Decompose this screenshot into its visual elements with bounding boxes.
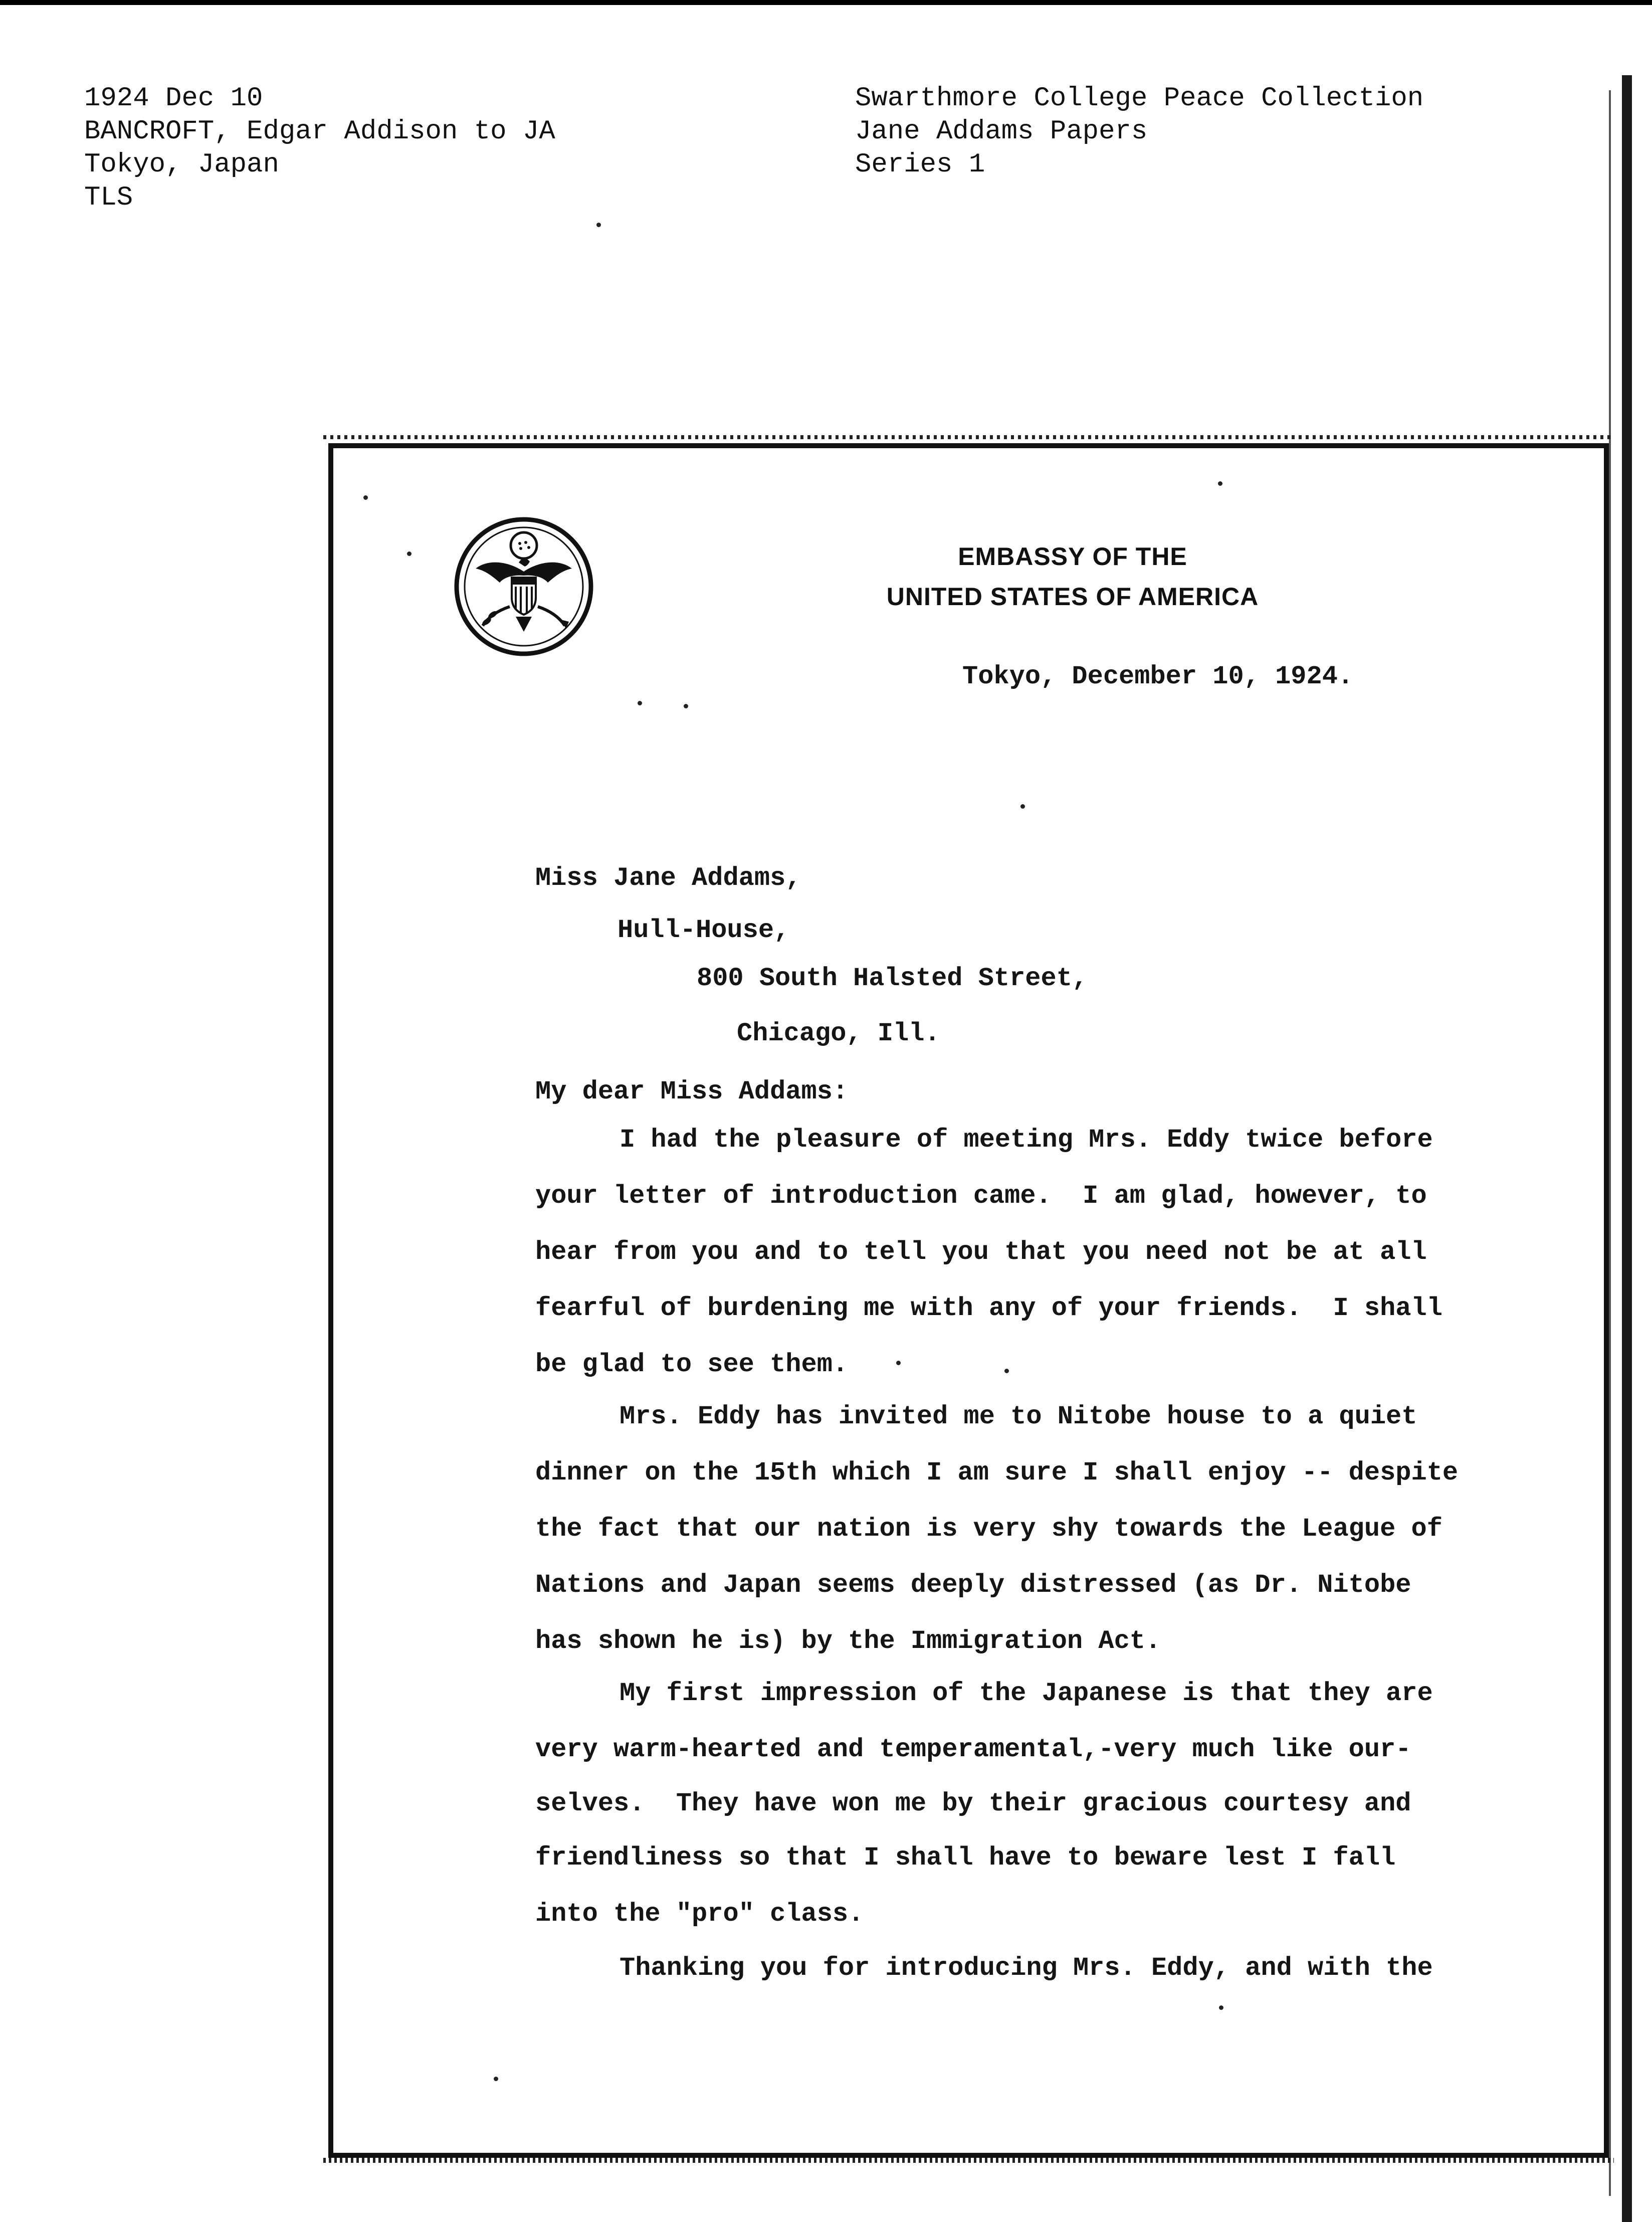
body-line: hear from you and to tell you that you need not be at all <box>535 1237 1427 1267</box>
catalog-place: Tokyo, Japan <box>84 149 279 180</box>
body-line: very warm-hearted and temperamental,-very much like our- <box>535 1735 1411 1764</box>
scan-right-edge <box>1622 75 1632 2222</box>
catalog-correspondents: BANCROFT, Edgar Addison to JA <box>84 116 555 147</box>
scan-speck <box>1219 2005 1223 2010</box>
body-line: the fact that our nation is very shy towards the League of <box>535 1514 1442 1544</box>
letter-date: Tokyo, December 10, 1924. <box>962 662 1354 691</box>
scan-speck <box>1218 481 1222 486</box>
body-line: friendliness so that I shall have to beware lest I fall <box>535 1843 1396 1873</box>
catalog-date: 1924 Dec 10 <box>84 83 263 114</box>
scan-top-edge <box>0 0 1652 5</box>
recipient-institution: Hull-House, <box>617 915 790 945</box>
letter-frame-top-edge <box>323 435 1614 439</box>
body-line: My first impression of the Japanese is that they are <box>620 1679 1433 1708</box>
body-line: dinner on the 15th which I am sure I shall enjoy -- despite <box>535 1458 1459 1488</box>
body-line: fearful of burdening me with any of your friends. I shall <box>535 1293 1442 1323</box>
letterhead-line-1: EMBASSY OF THE <box>958 542 1187 571</box>
body-line: has shown he is) by the Immigration Act. <box>535 1626 1161 1656</box>
scan-speck <box>1004 1369 1009 1373</box>
scan-speck <box>407 551 411 556</box>
scan-right-edge-line <box>1609 90 1611 2196</box>
catalog-format: TLS <box>84 182 133 213</box>
letterhead-line-2: UNITED STATES OF AMERICA <box>886 583 1259 611</box>
body-line: Nations and Japan seems deeply distressed (as Dr. Nitobe <box>535 1570 1411 1600</box>
body-line: Mrs. Eddy has invited me to Nitobe house to a quiet <box>620 1402 1417 1431</box>
great-seal-icon <box>454 516 594 657</box>
catalog-papers: Jane Addams Papers <box>855 116 1148 147</box>
body-line: be glad to see them. <box>535 1350 849 1379</box>
body-line: Thanking you for introducing Mrs. Eddy, and with the <box>620 1953 1433 1983</box>
catalog-collection: Swarthmore College Peace Collection <box>855 83 1424 114</box>
recipient-city: Chicago, Ill. <box>737 1019 940 1048</box>
scan-speck <box>494 2077 498 2081</box>
letter-frame-bottom-edge <box>323 2158 1614 2163</box>
scan-speck <box>1020 804 1025 809</box>
catalog-left-block <box>84 82 555 215</box>
recipient-name: Miss Jane Addams, <box>535 863 801 893</box>
scan-speck <box>684 704 688 708</box>
body-line: your letter of introduction came. I am glad, however, to <box>535 1181 1427 1211</box>
body-line: I had the pleasure of meeting Mrs. Eddy twice before <box>620 1125 1433 1155</box>
catalog-series: Series 1 <box>855 149 985 180</box>
recipient-street: 800 South Halsted Street, <box>697 964 1088 993</box>
scan-speck <box>363 495 368 500</box>
letterhead-title <box>822 536 1323 617</box>
scan-speck <box>638 701 642 705</box>
scan-speck <box>896 1361 901 1365</box>
body-line: selves. They have won me by their gracious courtesy and <box>535 1789 1411 1818</box>
scan-speck <box>596 223 601 227</box>
salutation: My dear Miss Addams: <box>535 1077 849 1106</box>
body-line: into the "pro" class. <box>535 1899 864 1929</box>
catalog-right-block <box>855 82 1423 181</box>
